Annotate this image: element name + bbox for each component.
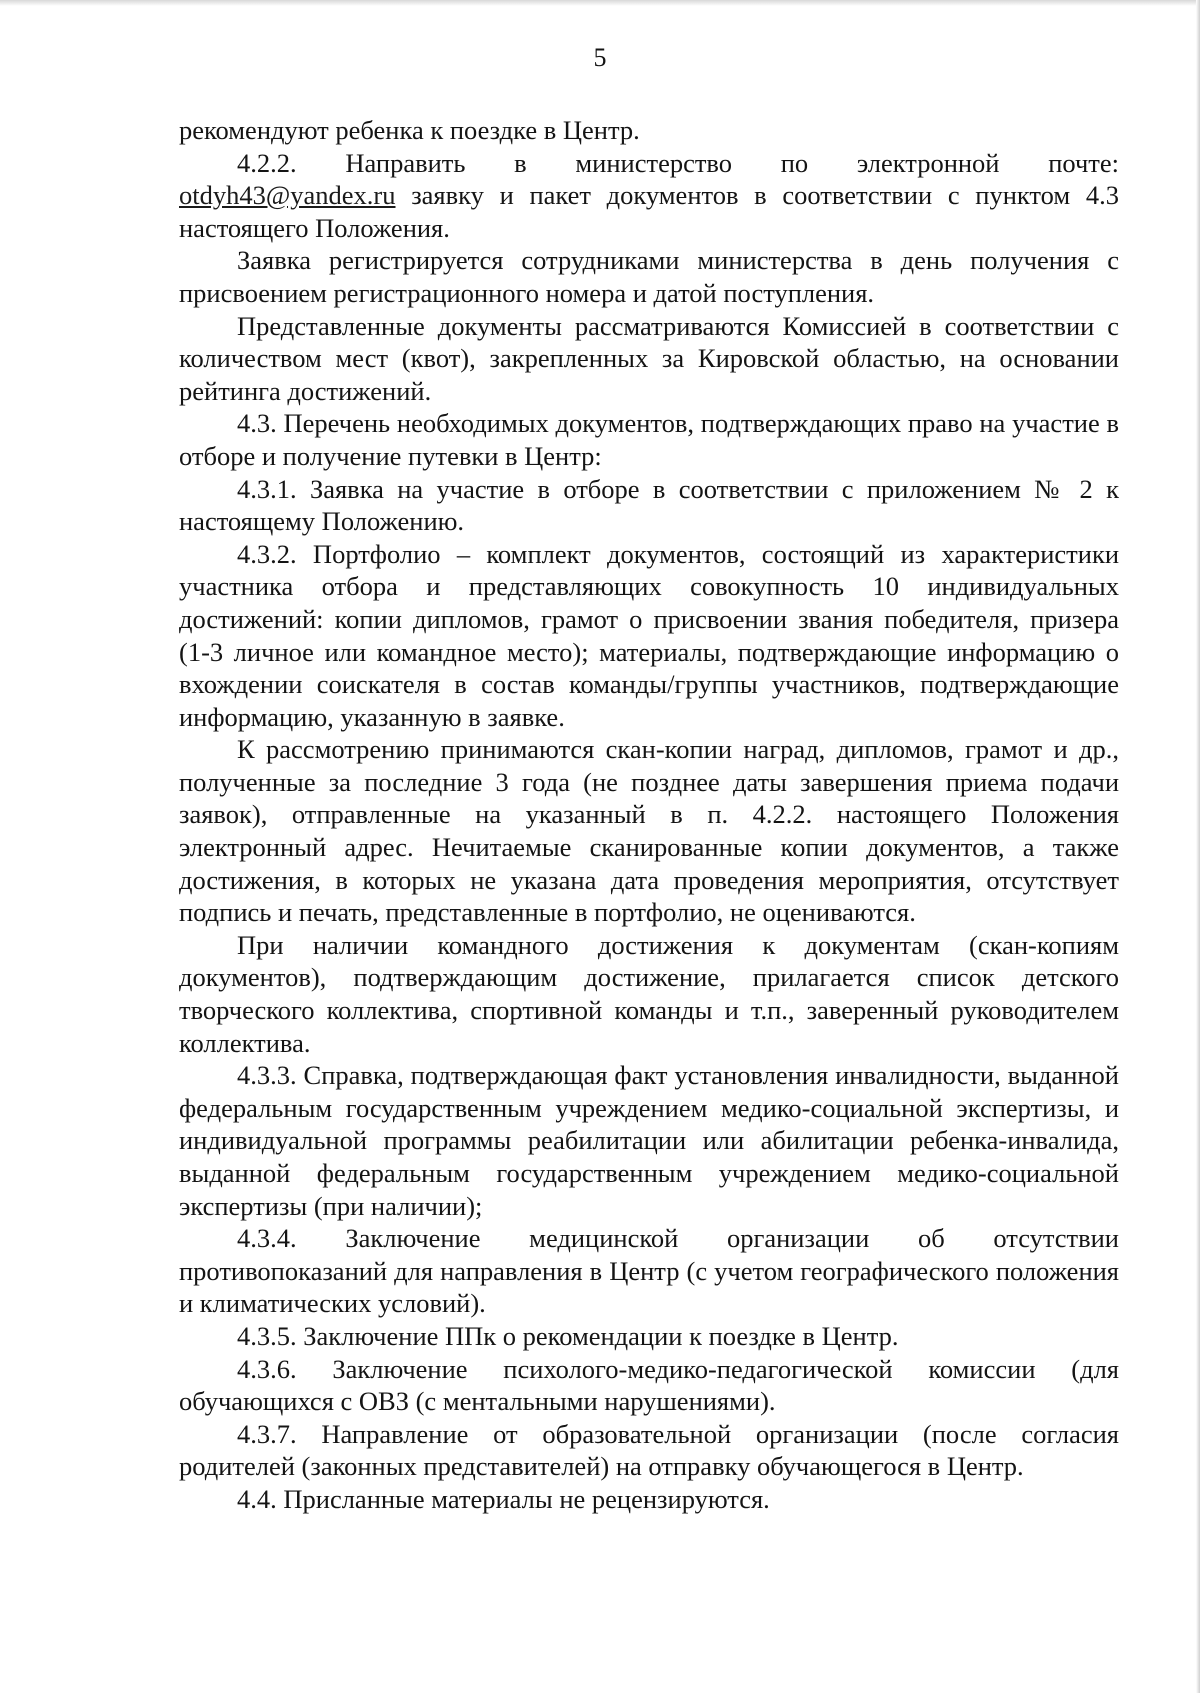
paragraph-4-2-2-body [179, 179, 1119, 244]
paragraph-4-3-2: 4.3.2. Портфолио – комплект документов, состоящий из характеристики участника отбора и представляющих совокупность 10 индивидуальных достижений: копии дипломов, грамот о присвоении звания победителя, призера (1-3 личное или командное место); материалы, подтверждающие информацию о вхождении соискателя в состав команды/группы участников, подтверждающие информацию, указанную в заявке. [179, 538, 1119, 732]
email-link[interactable]: otdyh43@yandex.ru [179, 180, 396, 211]
paragraph-4-3-1: 4.3.1. Заявка на участие в отборе в соответствии с приложением № 2 к настоящему Положению. [179, 473, 1119, 537]
paragraph-4-3-5: 4.3.5. Заключение ППк о рекомендации к поездке в Центр. [237, 1320, 899, 1351]
paragraph-registration: Заявка регистрируется сотрудниками министерства в день получения с присвоением регистрационного номера и датой поступления. [179, 245, 1119, 308]
scan-edge-right [1196, 0, 1200, 1693]
page-number: 5 [593, 43, 607, 72]
paragraph-scan-copies: К рассмотрению принимаются скан-копии наград, дипломов, грамот и др., полученные за последние 3 года (не позднее даты завершения приема подачи заявок), отправленные на указанный в п. 4.2.2. настоящего Положения электронный адрес. Нечитаемые сканированные копии документов, а также достижения, в которых не указана дата проведения мероприятия, отсутствует подпись и печать, представленные в портфолио, не оцениваются. [179, 734, 1119, 928]
paragraph-4-4: 4.4. Присланные материалы не рецензируются. [237, 1483, 770, 1514]
paragraph-4-3-3: 4.3.3. Справка, подтверждающая факт установления инвалидности, выданной федеральным государственным учреждением медико-социальной экспертизы, и индивидуальной программы реабилитации или абилитации ребенка-инвалида, выданной федеральным государственным учреждением медико-социальной экспертизы (при наличии); [179, 1060, 1119, 1221]
paragraph-commission: Представленные документы рассматриваются Комиссией в соответствии с количеством мест (квот), закрепленных за Кировской областью, на основании рейтинга достижений. [179, 310, 1119, 406]
scan-edge-top [0, 0, 1200, 6]
paragraph-4-3-4: 4.3.4. Заключение медицинской организации об отсутствии противопоказаний для направления в Центр (с учетом географического положения и климатических условий). [179, 1223, 1119, 1319]
paragraph-continuation: рекомендуют ребенка к поездке в Центр. [179, 115, 640, 145]
paragraph-4-2-2-tail: заявку и пакет документов в соответствии с пунктом 4.3 настоящего Положения. [179, 180, 1119, 243]
paragraph-4-2-2-lead: 4.2.2. Направить в министерство по электронной почте: [237, 147, 1119, 178]
paragraph-team-achievement: При наличии командного достижения к документам (скан-копиям документов), подтверждающим достижение, прилагается список детского творческого коллектива, спортивной команды и т.п., заверенный руководителем коллектива. [179, 929, 1119, 1058]
paragraph-4-3: 4.3. Перечень необходимых документов, подтверждающих право на участие в отборе и получение путевки в Центр: [179, 408, 1119, 471]
paragraph-4-3-6: 4.3.6. Заключение психолого-медико-педагогической комиссии (для обучающихся с ОВЗ (с ментальными нарушениями). [179, 1353, 1119, 1417]
paragraph-4-3-7: 4.3.7. Направление от образовательной организации (после согласия родителей (законных представителей) на отправку обучающегося в Центр. [179, 1418, 1119, 1482]
document-body [179, 114, 1119, 1516]
